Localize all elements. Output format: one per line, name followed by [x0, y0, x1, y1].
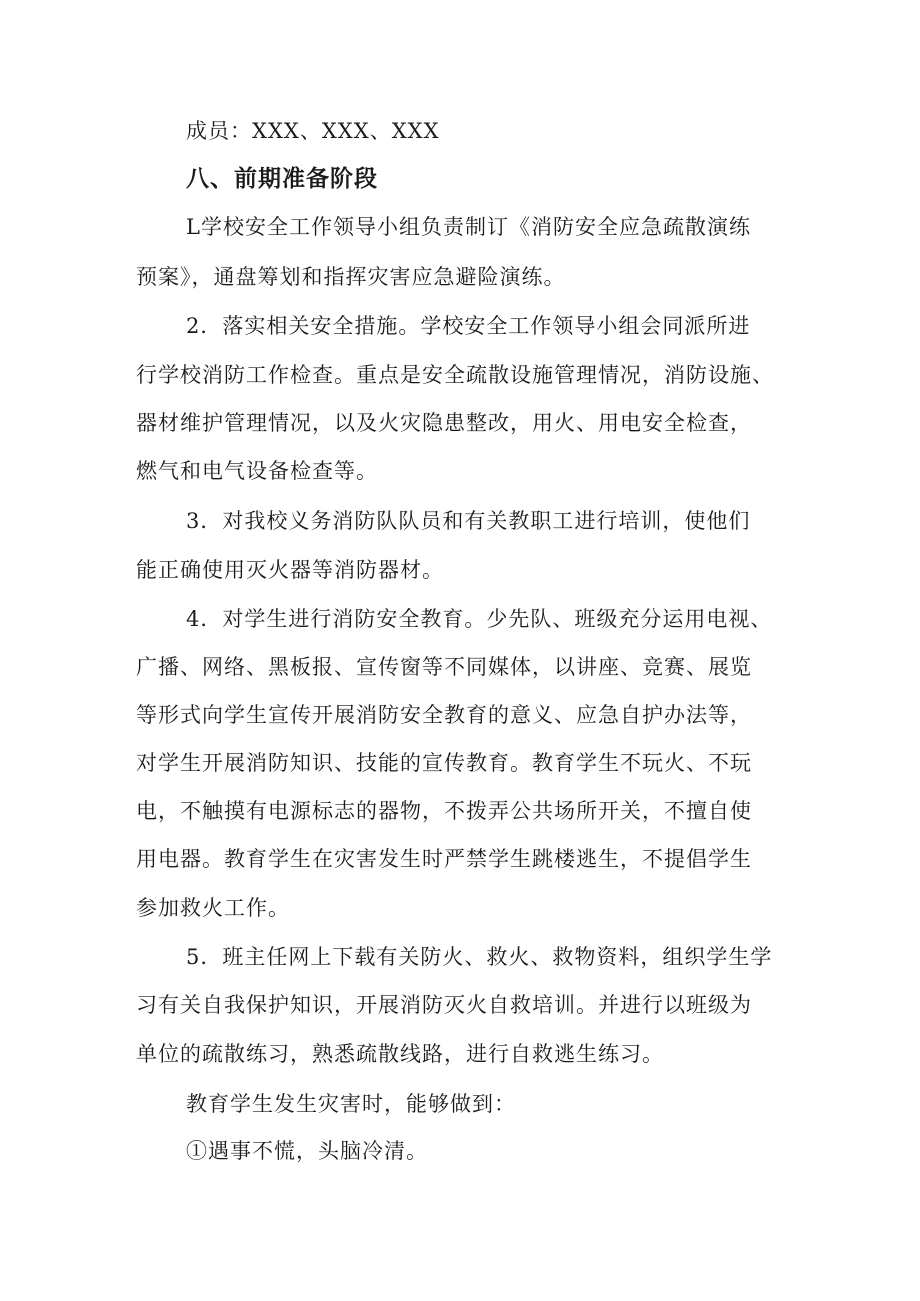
paragraph-line: 能正确使用灭火器等消防器材。 — [136, 558, 444, 582]
paragraph-line: 5．班主任网上下载有关防火、救火、救物资料，组织学生学 — [186, 945, 773, 969]
paragraph-line: 广播、网络、黑板报、宣传窗等不同媒体，以讲座、竞赛、展览 — [136, 655, 752, 679]
paragraph-line: 习有关自我保护知识，开展消防灭火自救培训。并进行以班级为 — [136, 993, 752, 1017]
paragraph-line: 3．对我校义务消防队队员和有关教职工进行培训，使他们 — [186, 509, 751, 533]
paragraph-line: 器材维护管理情况，以及火灾隐患整改，用火、用电安全检查， — [136, 411, 752, 435]
paragraph-line: 对学生开展消防知识、技能的宣传教育。教育学生不玩火、不玩 — [136, 751, 752, 775]
paragraph-line: 单位的疏散练习，熟悉疏散线路，进行自救逃生练习。 — [136, 1042, 664, 1066]
paragraph-line: 等形式向学生宣传开展消防安全教育的意义、应急自护办法等， — [136, 703, 752, 727]
paragraph-line: 用电器。教育学生在灾害发生时严禁学生跳楼逃生，不提倡学生 — [136, 847, 752, 871]
paragraph-line: 电，不触摸有电源标志的器物，不拨弄公共场所开关，不擅自使 — [136, 799, 752, 823]
paragraph-line: 4．对学生进行消防安全教育。少先队、班级充分运用电视、 — [186, 607, 773, 631]
section-heading: 八、前期准备阶段 — [186, 166, 378, 192]
paragraph-line: 参加救火工作。 — [136, 896, 290, 920]
paragraph-line: L学校安全工作领导小组负责制订《消防安全应急疏散演练 — [186, 215, 751, 239]
paragraph-line: 2．落实相关安全措施。学校安全工作领导小组会同派所进 — [186, 314, 751, 338]
paragraph-line: 燃气和电气设备检查等。 — [136, 459, 378, 483]
members-line: 成员：XXX、XXX、XXX — [186, 119, 440, 143]
closing-intro: 教育学生发生灾害时，能够做到： — [186, 1092, 516, 1116]
paragraph-line: 预案》，通盘筹划和指挥灾害应急避险演练。 — [136, 265, 566, 289]
paragraph-line: 行学校消防工作检查。重点是安全疏散设施管理情况，消防设施、 — [136, 363, 774, 387]
list-item: ①遇事不慌，头脑冷清。 — [186, 1139, 428, 1163]
